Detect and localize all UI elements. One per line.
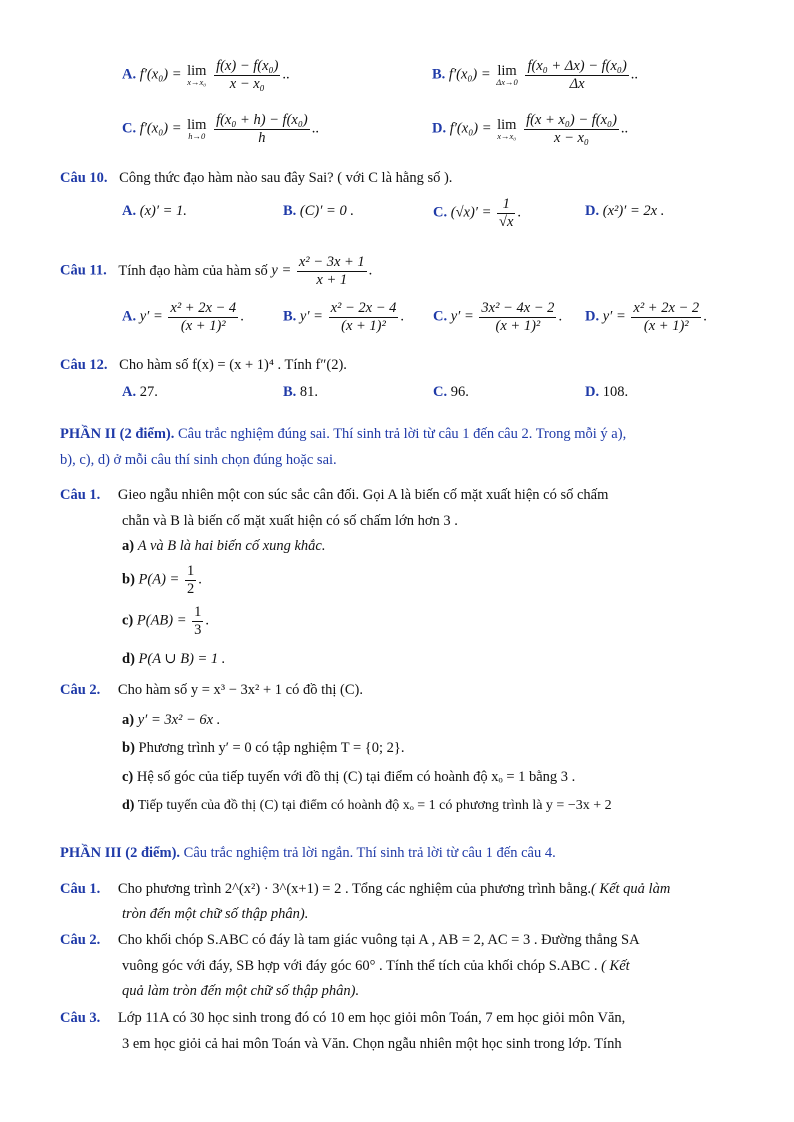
- item-text: Phương trình y′ = 0 có tập nghiệm T = {0; 2}.: [138, 740, 405, 756]
- item-text: y′ = 3x² − 6x .: [137, 712, 221, 728]
- item-label: c): [122, 769, 134, 785]
- fraction: $\frac{\text{f(x) − f(x₀)}}{\text{x − x₀}}$: [216, 58, 279, 92]
- part3-intro: Câu trắc nghiệm trả lời ngắn. Thí sinh trả lời từ câu 1 đến câu 4.: [183, 845, 556, 861]
- part3-title: PHẦN III (2 điểm).: [60, 845, 181, 861]
- derivative-lhs: f′(x₀) =: [139, 120, 182, 137]
- item-text: Hệ số góc của tiếp tuyến với đồ thị (C) tại điểm có hoành độ xₒ = 1 bằng 3 .: [136, 769, 576, 785]
- option-label: C.: [433, 204, 448, 221]
- question-text: Lớp 11A có 30 học sinh trong đó có 10 em học giỏi môn Toán, 7 em học giỏi môn Văn,: [117, 1010, 626, 1026]
- q11-option-c: C. y′ = $\frac{\text{3x² − 4x − 2}}{\text{(x + 1)²}}$ .: [433, 300, 563, 334]
- q10-option-c: C. (√x)′ = $\frac{1}{√x}$ .: [433, 196, 522, 230]
- q9-option-a: A. f′(x₀) = lim x→x₀ $\frac{\text{f(x) − f(x₀)}}{\text{x − x₀}}$ ..: [122, 58, 290, 92]
- option-label: B.: [283, 308, 297, 325]
- derivative-lhs: y′ =: [139, 308, 163, 325]
- option-label: D.: [585, 384, 600, 400]
- item-label: b): [122, 740, 135, 756]
- option-label: C.: [122, 120, 137, 137]
- q10-option-b: [283, 203, 354, 220]
- fraction: $\frac{\text{3x² − 4x − 2}}{\text{(x + 1)²}}$: [481, 300, 555, 334]
- derivative-lhs: y′ =: [602, 308, 626, 325]
- question-label: Câu 1.: [60, 881, 101, 897]
- item-label: d): [122, 651, 135, 667]
- option-label: B.: [283, 384, 297, 400]
- question-note-cont: tròn đến một chữ số thập phân).: [122, 906, 309, 922]
- p2-q2-d: [122, 798, 612, 814]
- fraction: $\frac{\text{x² − 2x − 4}}{\text{(x + 1)²}}$: [330, 300, 397, 334]
- question-label: Câu 11.: [60, 262, 107, 279]
- part2-intro: Câu trắc nghiệm đúng sai. Thí sinh trả lời từ câu 1 đến câu 2. Trong mỗi ý a),: [178, 426, 627, 442]
- question-text-cont: vuông góc với đáy, SB hợp với đáy góc 60° . Tính thể tích của khối chóp S.ABC .: [122, 958, 598, 974]
- question-label: Câu 12.: [60, 357, 108, 373]
- question-note: ( Kết quả làm: [590, 881, 671, 897]
- item-label: c): [122, 612, 134, 629]
- fraction: $\frac{\text{f(x₀ + h) − f(x₀)}}{h}$: [216, 112, 308, 146]
- item-text: P(A ∪ B) = 1 .: [138, 651, 226, 667]
- q11-option-b: B. y′ = $\frac{\text{x² − 2x − 4}}{\text{(x + 1)²}}$ .: [283, 300, 404, 334]
- item-lhs: P(AB) =: [136, 612, 187, 629]
- derivative-lhs: f′(x₀) =: [139, 66, 182, 83]
- fraction: $\frac{\text{x² − 3x + 1}}{x + 1}$: [298, 254, 365, 288]
- p2-q1-d: [122, 651, 225, 668]
- p2-q1-c: c) P(AB) = $\frac{1}{3}$ .: [122, 604, 210, 638]
- option-label: D.: [585, 203, 600, 219]
- p3-q3-stem: [60, 1010, 625, 1027]
- option-label: D.: [585, 308, 600, 325]
- p3-q2-stem-cont2: [122, 983, 359, 1000]
- option-label: A.: [122, 203, 137, 219]
- question-label: Câu 10.: [60, 170, 108, 186]
- option-label: A.: [122, 308, 137, 325]
- function-lhs: y =: [271, 262, 292, 279]
- p3-q1-stem-cont: [122, 906, 308, 923]
- question-text-cont: 3 em học giỏi cả hai môn Toán và Văn. Chọn ngẫu nhiên một học sinh trong lớp. Tính: [122, 1036, 622, 1052]
- fraction: $\frac{\text{f(x₀ + Δx) − f(x₀)}}{\Delta x}$: [527, 58, 627, 92]
- question-text: Cho hàm số y = x³ − 3x² + 1 có đồ thị (C).: [117, 682, 363, 698]
- q9-option-d: D. f′(x₀) = lim x→x₀ $\frac{\text{f(x + x₀) − f(x₀)}}{\text{x − x₀}}$ ..: [432, 112, 629, 146]
- p2-q2-a: [122, 712, 220, 729]
- question-text: Cho hàm số f(x) = (x + 1)⁴ . Tính f″(2).: [119, 357, 347, 373]
- derivative-lhs: y′ =: [450, 308, 474, 325]
- question-text: Tính đạo hàm của hàm số: [118, 262, 268, 279]
- part2-heading-line2: [60, 452, 337, 469]
- p3-q2-stem-cont: [122, 958, 630, 975]
- fraction: $\frac{\text{x² + 2x − 4}}{\text{(x + 1)²}}$: [170, 300, 237, 334]
- item-text: Tiếp tuyến của đồ thị (C) tại điểm có hoành độ xₒ = 1 có phương trình là y = −3x + 2: [137, 798, 612, 813]
- part3-heading: [60, 845, 556, 862]
- item-label: d): [122, 798, 135, 813]
- q9-option-b: B. f′(x₀) = lim Δx→0 $\frac{\text{f(x₀ + Δx) − f(x₀)}}{\Delta x}$ ..: [432, 58, 639, 92]
- question-label: Câu 2.: [60, 682, 101, 698]
- option-value: 108.: [602, 384, 629, 400]
- option-label: D.: [432, 120, 447, 137]
- option-label: A.: [122, 66, 137, 83]
- question-note: ( Kết: [601, 958, 630, 974]
- p2-q2-stem: [60, 682, 363, 699]
- p3-q1-stem: [60, 881, 670, 898]
- p2-q1-a: [122, 538, 326, 555]
- option-value: 96.: [450, 384, 469, 400]
- q11-option-d: D. y′ = $\frac{\text{x² + 2x − 2}}{\text{(x + 1)²}}$ .: [585, 300, 707, 334]
- limit: lim h→0: [187, 116, 207, 142]
- option-label: B.: [432, 66, 446, 83]
- limit: lim Δx→0: [496, 62, 518, 88]
- question-label: Câu 3.: [60, 1010, 101, 1026]
- question-text: Cho phương trình 2^(x²) · 3^(x+1) = 2 . Tổng các nghiệm của phương trình bằng.: [117, 881, 591, 897]
- q11-stem: Câu 11. Tính đạo hàm của hàm số y = $\frac{\text{x² − 3x + 1}}{x + 1}$ .: [60, 254, 373, 288]
- item-label: a): [122, 712, 135, 728]
- question-text: Gieo ngẫu nhiên một con súc sắc cân đối. Gọi A là biến cố mặt xuất hiện có số chấm: [117, 487, 609, 503]
- fraction: $\frac{\text{f(x + x₀) − f(x₀)}}{\text{x − x₀}}$: [526, 112, 617, 146]
- p3-q2-stem: [60, 932, 640, 949]
- q9-option-c: C. f′(x₀) = lim h→0 $\frac{\text{f(x₀ + h) − f(x₀)}}{h}$ ..: [122, 112, 319, 146]
- fraction: $\frac{1}{3}$: [194, 604, 202, 638]
- option-expr: (x)′ = 1.: [139, 203, 187, 219]
- p3-q3-stem-cont: [122, 1036, 622, 1053]
- question-label: Câu 1.: [60, 487, 101, 503]
- p2-q1-b: b) P(A) = $\frac{1}{2}$ .: [122, 563, 202, 597]
- question-text: Cho khối chóp S.ABC có đáy là tam giác vuông tại A , AB = 2, AC = 3 . Đường thẳng SA: [117, 932, 640, 948]
- q10-option-d: [585, 203, 664, 220]
- q12-option-c: [433, 384, 469, 401]
- item-text: A và B là hai biến cố xung khắc.: [137, 538, 326, 554]
- option-label: A.: [122, 384, 137, 400]
- option-value: 81.: [299, 384, 319, 400]
- option-expr: (C)′ = 0 .: [299, 203, 354, 219]
- fraction: $\frac{1}{2}$: [186, 563, 195, 597]
- option-label: B.: [283, 203, 297, 219]
- q12-stem: [60, 357, 347, 374]
- q11-option-a: A. y′ = $\frac{\text{x² + 2x − 4}}{\text{(x + 1)²}}$ .: [122, 300, 244, 334]
- derivative-lhs: f′(x₀) =: [448, 66, 491, 83]
- option-expr: (√x)′ =: [450, 204, 492, 221]
- option-value: 27.: [139, 384, 158, 400]
- p2-q2-b: [122, 740, 404, 757]
- fraction: $\frac{1}{√x}$: [499, 196, 514, 230]
- limit: lim x→x₀: [497, 116, 517, 142]
- option-label: C.: [433, 308, 448, 325]
- p2-q1-stem-cont: [122, 513, 458, 530]
- item-label: b): [122, 571, 135, 588]
- option-expr: (x²)′ = 2x .: [602, 203, 665, 219]
- limit: lim x→x₀: [187, 62, 207, 88]
- item-lhs: P(A) =: [138, 571, 180, 588]
- question-text: Công thức đạo hàm nào sau đây Sai? ( với C là hằng số ).: [119, 170, 453, 186]
- item-label: a): [122, 538, 135, 554]
- question-label: Câu 2.: [60, 932, 101, 948]
- question-text-cont: chẵn và B là biến cố mặt xuất hiện có số chấm lớn hơn 3 .: [122, 513, 458, 529]
- q12-option-b: [283, 384, 318, 401]
- part2-intro-cont: b), c), d) ở mỗi câu thí sinh chọn đúng hoặc sai.: [60, 452, 337, 468]
- fraction: $\frac{\text{x² + 2x − 2}}{\text{(x + 1)²}}$: [633, 300, 700, 334]
- derivative-lhs: f′(x₀) =: [449, 120, 492, 137]
- question-note-cont: quả làm tròn đến một chữ số thập phân).: [122, 983, 360, 999]
- q12-option-d: [585, 384, 628, 401]
- part2-heading-line1: [60, 426, 626, 443]
- part2-title: PHẦN II (2 điểm).: [60, 426, 175, 442]
- option-label: C.: [433, 384, 448, 400]
- p2-q1-stem: [60, 487, 608, 504]
- q10-stem: [60, 170, 452, 187]
- p2-q2-c: [122, 769, 575, 786]
- derivative-lhs: y′ =: [299, 308, 323, 325]
- q10-option-a: [122, 203, 187, 220]
- q12-option-a: [122, 384, 158, 401]
